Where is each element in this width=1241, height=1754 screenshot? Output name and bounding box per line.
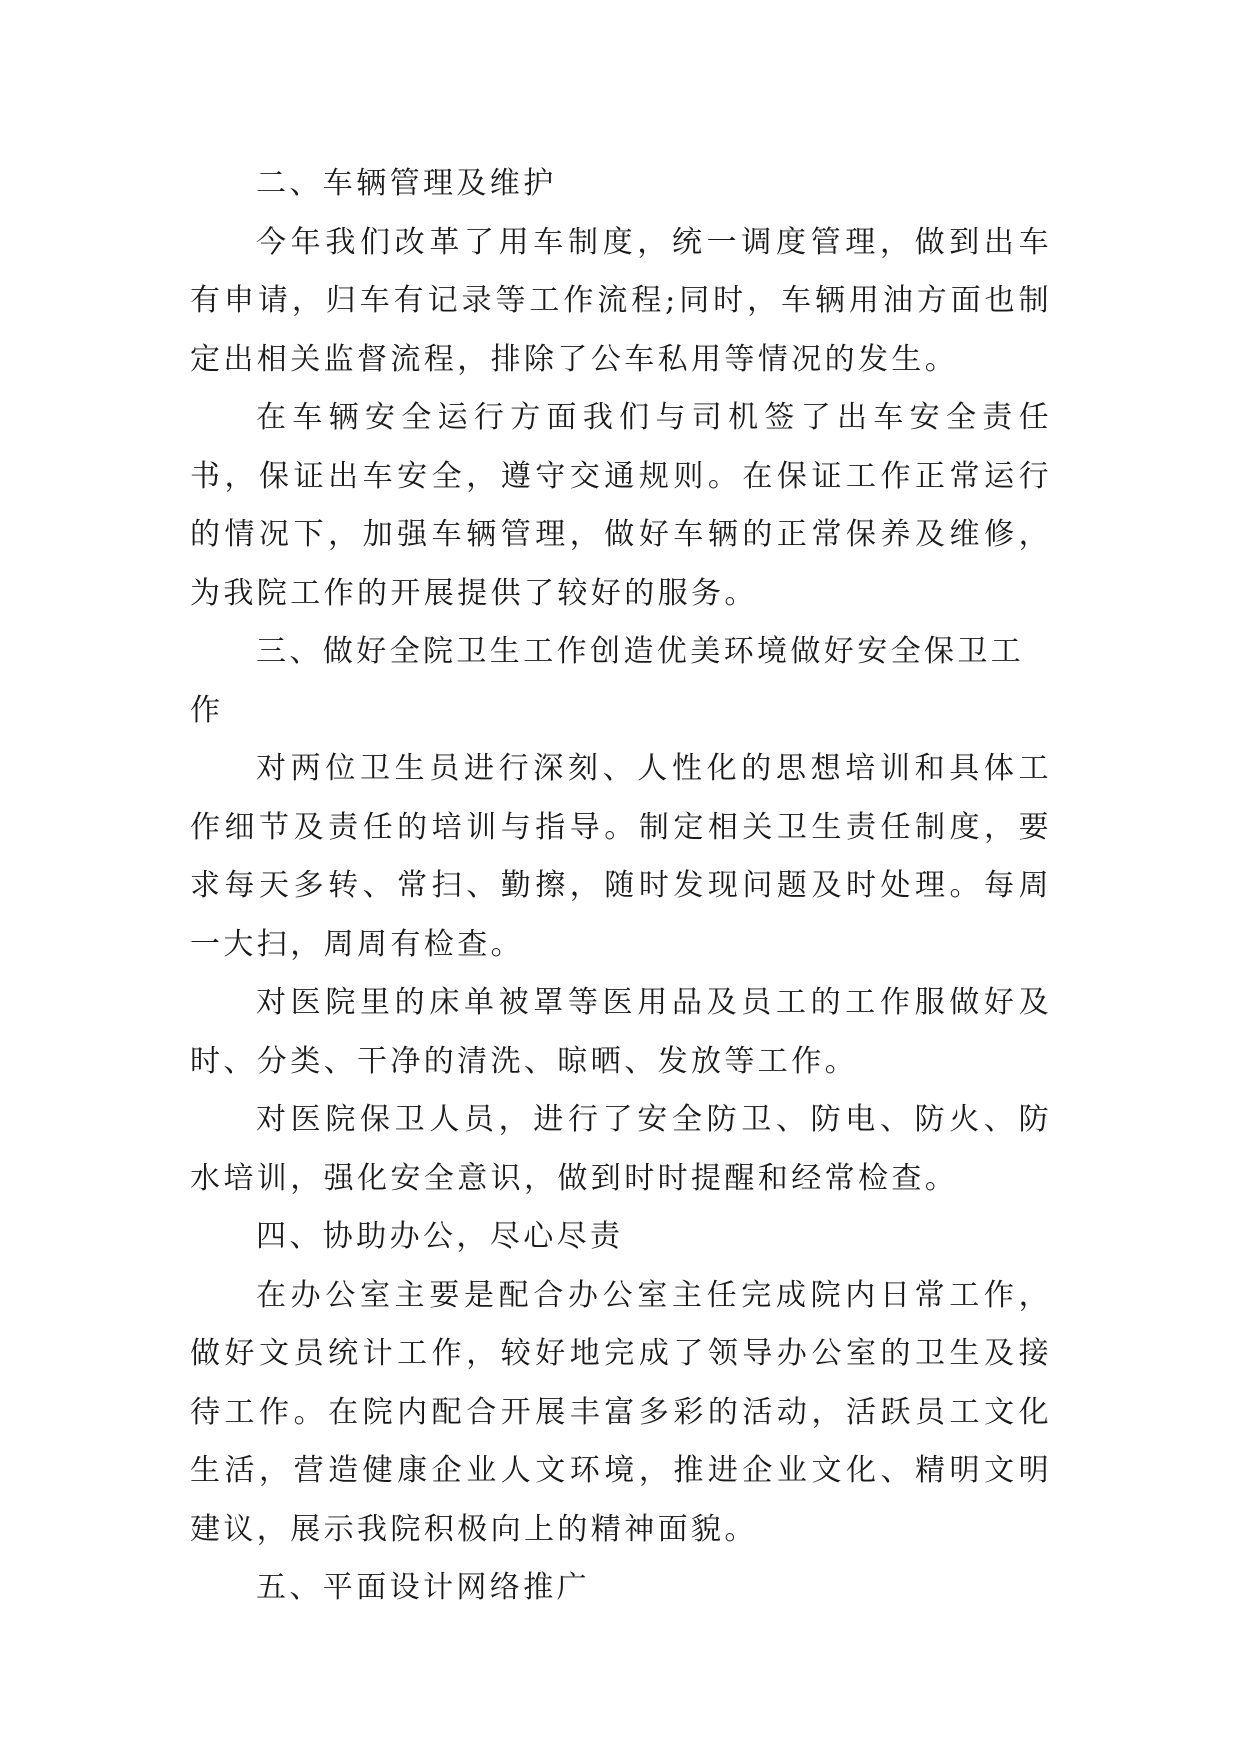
paragraph-cleaner-training: 对两位卫生员进行深刻、人性化的思想培训和具体工作细节及责任的培训与指导。制定相关卫生责任制度，要求每天多转、常扫、勤擦，随时发现问题及时处理。每周一大扫，周周有检查。: [190, 751, 1052, 962]
section-heading-vehicle-management: 二、车辆管理及维护: [256, 166, 557, 201]
paragraph-office-work: 在办公室主要是配合办公室主任完成院内日常工作，做好文员统计工作，较好地完成了领导办公室的卫生及接待工作。在院内配合开展丰富多彩的活动，活跃员工文化生活，营造健康企业人文环境，推进企业文化、精明文明建议，展示我院积极向上的精神面貌。: [190, 1277, 1052, 1547]
section-heading-graphic-design: 五、平面设计网络推广: [256, 1570, 590, 1605]
paragraph-security-training: 对医院保卫人员，进行了安全防卫、防电、防火、防水培训，强化安全意识，做到时时提醒和经常检查。: [190, 1102, 1052, 1196]
section-heading-hygiene-security: 三、做好全院卫生工作创造优美环境做好安全保卫工作: [190, 634, 1025, 728]
paragraph-vehicle-system: 今年我们改革了用车制度，统一调度管理，做到出车有申请，归车有记录等工作流程;同时，车辆用油方面也制定出相关监督流程，排除了公车私用等情况的发生。: [190, 224, 1052, 377]
document-body: [190, 155, 1052, 1618]
section-heading-office-assistance: 四、协助办公，尽心尽责: [256, 1219, 624, 1254]
paragraph-vehicle-safety: 在车辆安全运行方面我们与司机签了出车安全责任书，保证出车安全，遵守交通规则。在保证工作正常运行的情况下，加强车辆管理，做好车辆的正常保养及维修，为我院工作的开展提供了较好的服务。: [190, 400, 1052, 611]
paragraph-laundry: 对医院里的床单被罩等医用品及员工的工作服做好及时、分类、干净的清洗、晾晒、发放等工作。: [190, 985, 1052, 1079]
